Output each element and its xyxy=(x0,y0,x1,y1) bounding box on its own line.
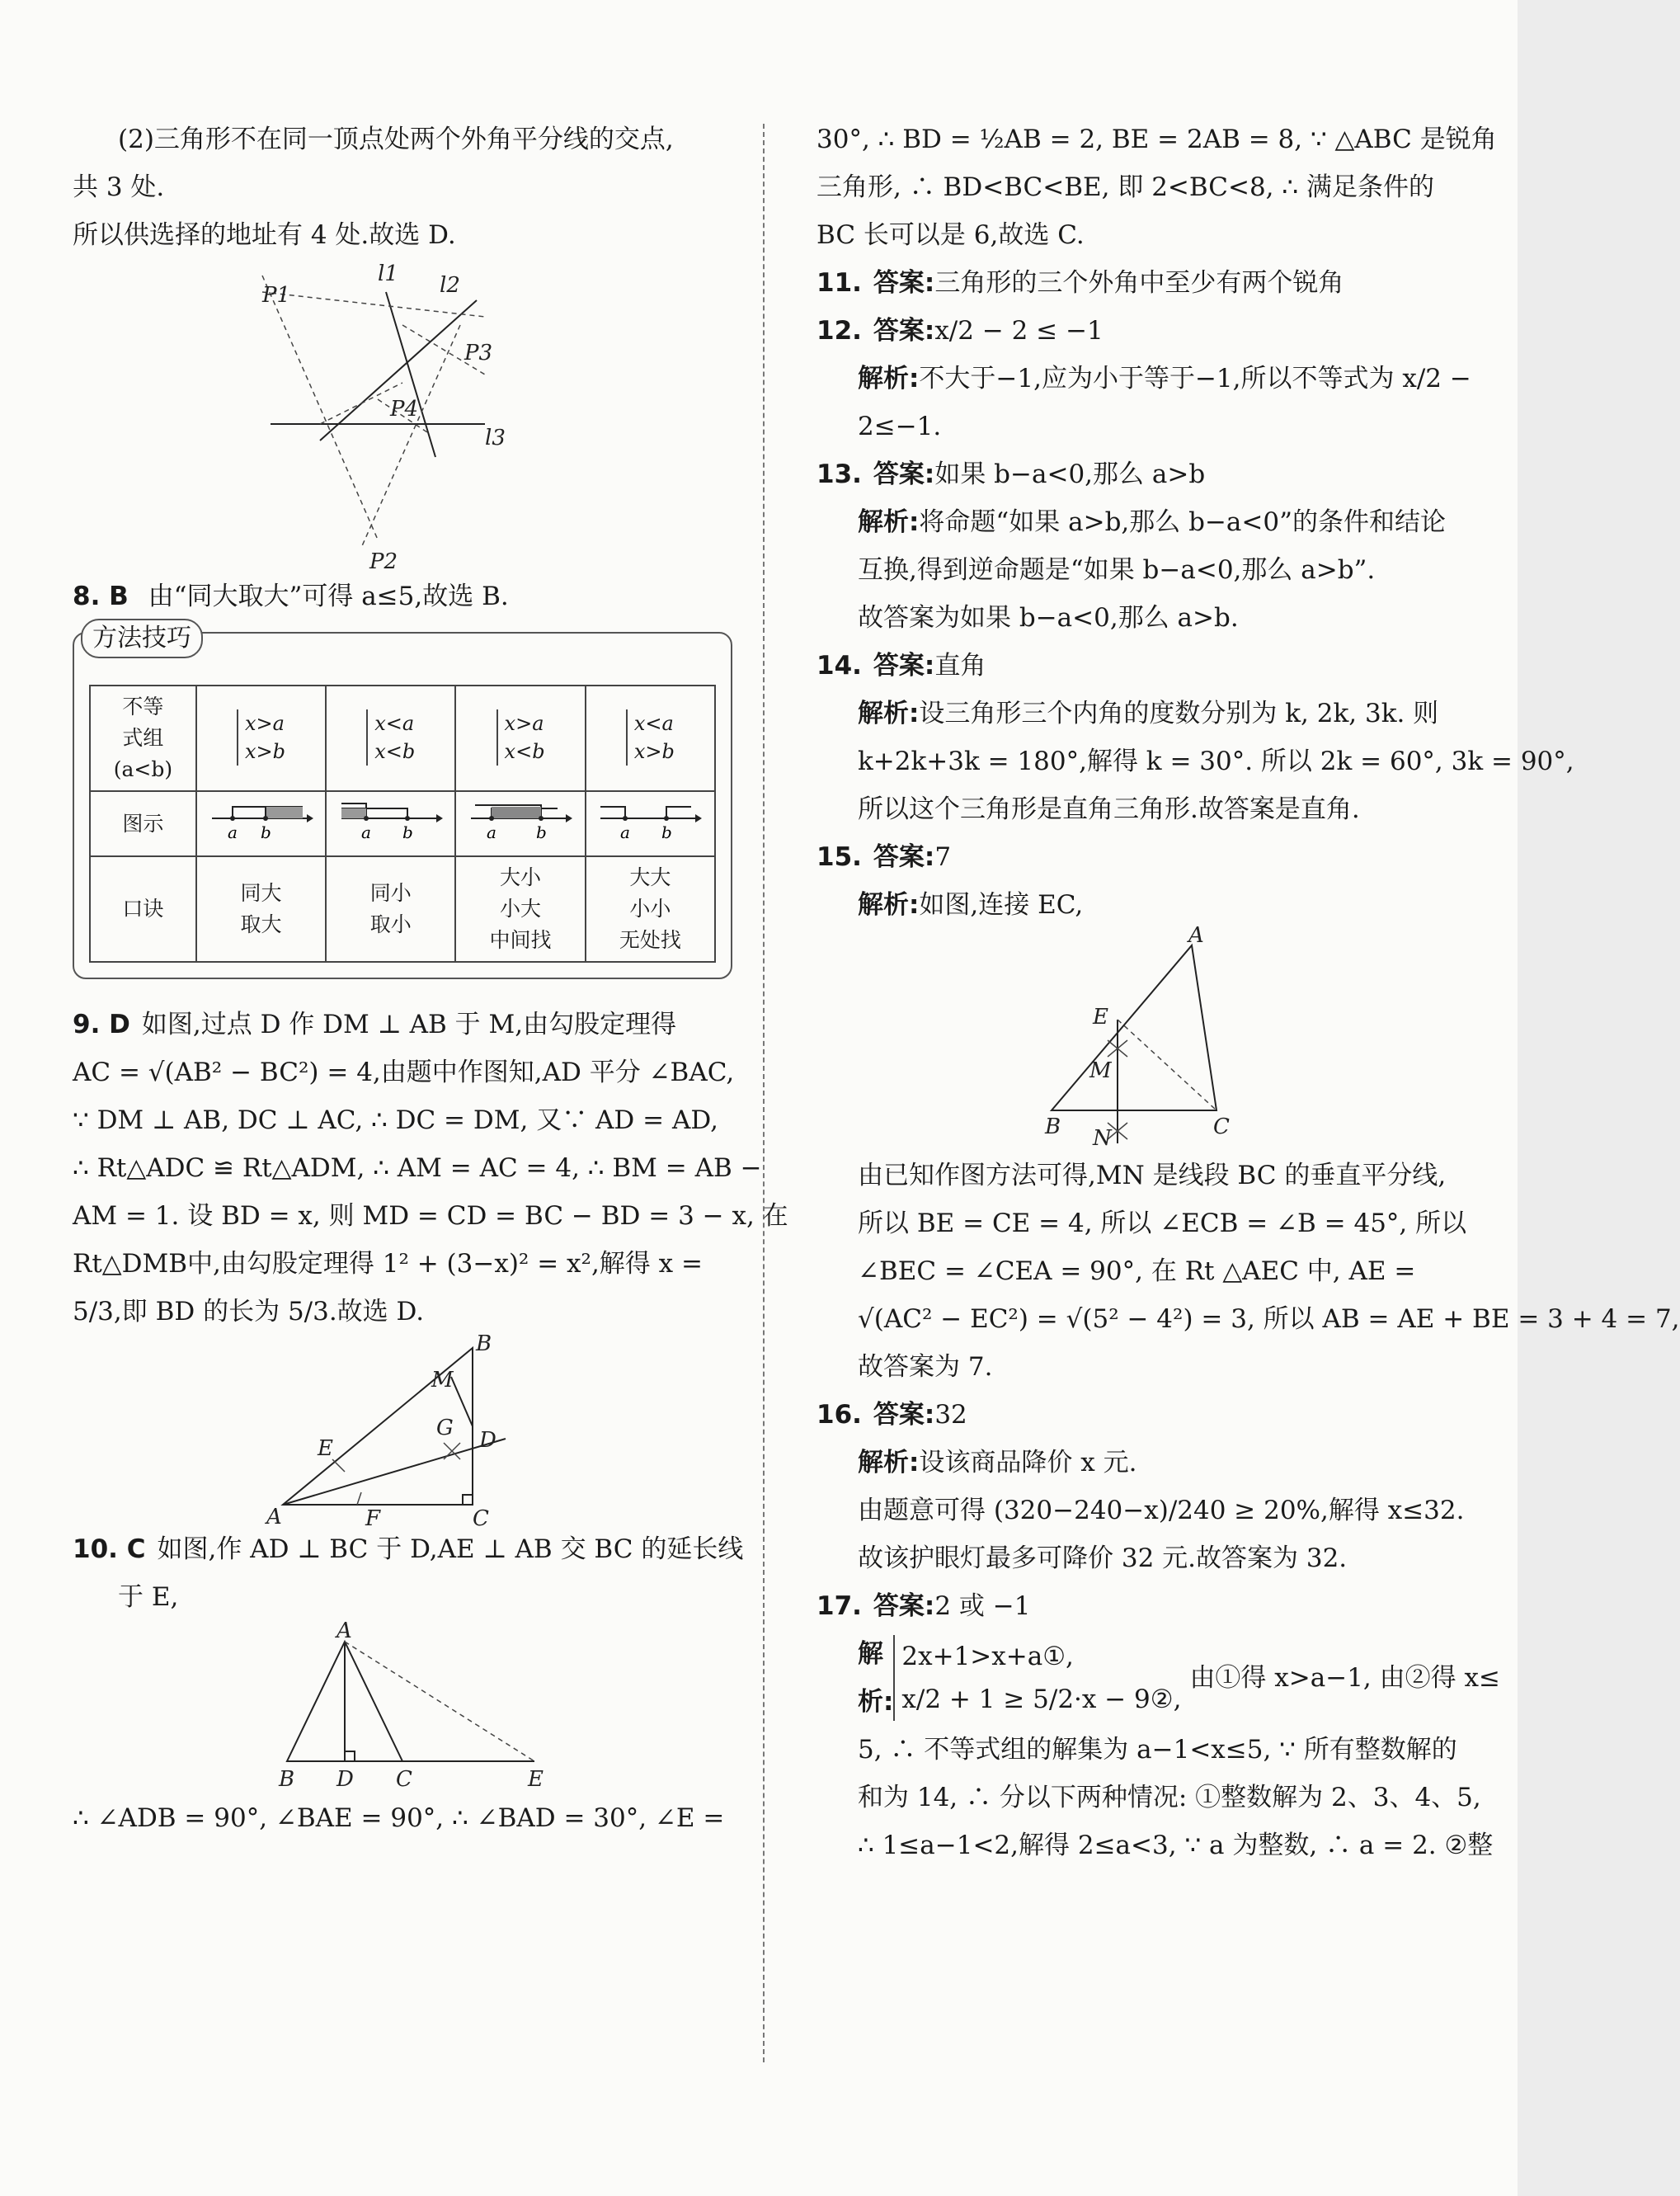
analysis-label: 解析: xyxy=(858,1448,920,1477)
text-line: 如图,过点 D 作 DM ⊥ AB 于 M,由勾股定理得 xyxy=(141,1010,677,1039)
question-8 xyxy=(73,573,732,620)
label-A: A xyxy=(1188,923,1204,948)
analysis-label: 解析: xyxy=(858,507,920,537)
text-line: 2≤−1. xyxy=(858,412,942,441)
text-line: 设该商品降价 x 元. xyxy=(919,1448,1137,1477)
answer-label: 答案: xyxy=(873,268,935,298)
label-B: B xyxy=(279,1767,295,1792)
question-9 xyxy=(73,1001,788,1336)
question-12 xyxy=(816,307,1468,355)
ineq-line: x>b xyxy=(633,740,675,763)
figure-q15 xyxy=(1027,923,1258,1152)
table-cell xyxy=(586,856,715,962)
text-line: 所以这个三角形是直角三角形.故答案是直角. xyxy=(858,794,1360,824)
question-11 xyxy=(816,259,1468,307)
label-l3: l3 xyxy=(485,426,506,450)
ineq-line: x<b xyxy=(374,740,416,763)
text-line: 故答案为 7. xyxy=(858,1352,993,1382)
label-p3: P3 xyxy=(464,341,493,365)
analysis xyxy=(816,1630,1500,1726)
table-cell xyxy=(455,686,585,791)
ineq-line: 2x+1>x+a①, xyxy=(901,1642,1074,1671)
question-number: 16. xyxy=(816,1400,862,1430)
ineq-line: x/2 + 1 ≥ 5/2·x − 9②, xyxy=(901,1685,1182,1714)
analysis-label: 解析: xyxy=(858,1639,894,1717)
label-D: D xyxy=(479,1428,496,1453)
text-line: 5, ∴ 不等式组的解集为 a−1<x≤5, ∵ 所有整数解的 xyxy=(858,1735,1457,1765)
rhyme-line: 同大 xyxy=(240,881,282,905)
inequality-system xyxy=(237,709,285,766)
text-line: ∠BEC = ∠CEA = 90°, 在 Rt △AEC 中, AE = xyxy=(858,1256,1416,1286)
number-line-diagram xyxy=(467,797,574,841)
ineq-line: x<a xyxy=(633,712,674,735)
text-line: 不大于−1,应为小于等于−1,所以不等式为 x/2 − xyxy=(919,364,1471,393)
question-number: 9. D xyxy=(73,1010,130,1039)
answer-text: 直角 xyxy=(934,651,986,681)
table-cell xyxy=(455,856,585,962)
axis-label-a: a xyxy=(620,822,631,842)
table-cell xyxy=(196,686,326,791)
rhyme-line: 无处找 xyxy=(619,928,681,952)
axis-label-b: b xyxy=(536,822,547,842)
question-17 xyxy=(816,1582,1468,1630)
label-N: N xyxy=(1093,1126,1112,1151)
answer-text: 7 xyxy=(934,842,952,872)
text-line: ∵ DM ⊥ AB, DC ⊥ AC, ∴ DC = DM, 又∵ AD = AD, xyxy=(73,1105,718,1135)
text-line: 设三角形三个内角的度数分别为 k, 2k, 3k. 则 xyxy=(919,699,1439,728)
answer-text: 32 xyxy=(934,1400,967,1430)
question-text: 由“同大取大”可得 a≤5,故选 B. xyxy=(148,582,509,611)
label-B: B xyxy=(476,1331,492,1356)
analysis-label: 解析: xyxy=(858,890,920,920)
label-E: E xyxy=(1093,1005,1108,1030)
text-line: AC = √(AB² − BC²) = 4,由题中作图知,AD 平分 ∠BAC, xyxy=(73,1058,735,1087)
question-number: 11. xyxy=(816,268,862,298)
table-row xyxy=(90,856,715,962)
text-line: AM = 1. 设 BD = x, 则 MD = CD = BC − BD = 3 − x, 在 xyxy=(73,1201,788,1231)
text-line: BC 长可以是 6,故选 C. xyxy=(816,220,1085,250)
question-number: 14. xyxy=(816,651,862,681)
inequality-system xyxy=(893,1635,1181,1721)
label-M: M xyxy=(1089,1058,1112,1083)
text-line: Rt△DMB中,由勾股定理得 1² + (3−x)² = x²,解得 x = xyxy=(73,1249,703,1279)
question-number: 8. B xyxy=(73,582,129,611)
question-number: 12. xyxy=(816,316,862,346)
label-A: A xyxy=(336,1619,352,1643)
rhyme-line: 小大 xyxy=(500,897,542,921)
text-line: 所以 BE = CE = 4, 所以 ∠ECB = ∠B = 45°, 所以 xyxy=(858,1209,1467,1238)
ineq-line: x>a xyxy=(244,712,285,735)
text-line: k+2k+3k = 180°,解得 k = 30°. 所以 2k = 60°, 3k = 90°, xyxy=(858,747,1574,776)
analysis-label: 解析: xyxy=(858,699,920,728)
number-line-cell xyxy=(455,791,585,856)
label-G: G xyxy=(436,1416,454,1440)
label-E: E xyxy=(318,1436,333,1461)
number-line-cell xyxy=(196,791,326,856)
answer-text: 三角形的三个外角中至少有两个锐角 xyxy=(934,268,1344,298)
analysis xyxy=(816,690,1468,737)
question-14 xyxy=(816,642,1468,690)
answer-label: 答案: xyxy=(873,1400,935,1430)
number-line-cell xyxy=(326,791,455,856)
text-line: 5/3,即 BD 的长为 5/3.故选 D. xyxy=(73,1297,425,1327)
ineq-line: x<b xyxy=(504,740,545,763)
number-line-diagram xyxy=(337,797,445,841)
figure-q10 xyxy=(254,1621,551,1794)
text-line: ∴ 1≤a−1<2,解得 2≤a<3, ∵ a 为整数, ∴ a = 2. ②整 xyxy=(858,1831,1494,1860)
answer-text: 2 或 −1 xyxy=(934,1591,1031,1621)
text-line: 故答案为如果 b−a<0,那么 a>b. xyxy=(858,603,1239,633)
question-number: 10. C xyxy=(73,1534,146,1564)
right-column xyxy=(816,115,1680,1869)
text-line: ∴ Rt△ADC ≌ Rt△ADM, ∴ AM = AC = 4, ∴ BM = AB − xyxy=(73,1153,762,1183)
label-l2: l2 xyxy=(440,273,460,298)
question-number: 13. xyxy=(816,459,862,489)
text-line: 共 3 处. xyxy=(73,172,165,202)
text-line: 如图,作 AD ⊥ BC 于 D,AE ⊥ AB 交 BC 的延长线 xyxy=(157,1534,744,1564)
header-line: 不等 xyxy=(122,695,164,719)
text-line: 如图,连接 EC, xyxy=(919,890,1084,920)
text-line: 三角形, ∴ BD<BC<BE, 即 2<BC<8, ∴ 满足条件的 xyxy=(816,172,1434,202)
number-line-diagram xyxy=(208,797,315,841)
answer-label: 答案: xyxy=(873,842,935,872)
label-D: D xyxy=(336,1767,354,1792)
question-15 xyxy=(816,833,1468,881)
question-10 xyxy=(73,1525,744,1621)
question-16 xyxy=(816,1391,1468,1439)
table-cell xyxy=(196,856,326,962)
rhyme-line: 同小 xyxy=(369,881,412,905)
axis-label-a: a xyxy=(487,822,496,842)
method-tips-box xyxy=(73,624,732,979)
table-cell xyxy=(586,686,715,791)
number-line-cell xyxy=(586,791,715,856)
axis-label-a: a xyxy=(360,822,371,842)
label-p2: P2 xyxy=(369,549,398,574)
label-B: B xyxy=(1045,1114,1061,1139)
table-header-cell xyxy=(90,686,196,791)
analysis xyxy=(816,881,1468,929)
table-header-cell: 图示 xyxy=(90,791,196,856)
rhyme-line: 取小 xyxy=(369,912,412,936)
number-line-diagram xyxy=(596,797,704,841)
analysis-label: 解析: xyxy=(858,364,920,393)
table-row xyxy=(90,686,715,791)
header-line: (a<b) xyxy=(113,757,173,781)
label-p4: P4 xyxy=(390,397,419,422)
rhyme-line: 大大 xyxy=(629,865,671,889)
rhyme-line: 中间找 xyxy=(489,928,552,952)
analysis xyxy=(816,355,1471,403)
text-line: 所以供选择的地址有 4 处.故选 D. xyxy=(73,220,456,250)
question-number: 17. xyxy=(816,1591,862,1621)
answer-label: 答案: xyxy=(873,316,935,346)
label-C: C xyxy=(1213,1114,1230,1139)
figure-q9 xyxy=(266,1331,539,1531)
rhyme-line: 取大 xyxy=(240,912,282,936)
label-A: A xyxy=(266,1505,282,1529)
inequality-system xyxy=(496,709,545,766)
rhyme-line: 小小 xyxy=(629,897,671,921)
text-line: 由题意可得 (320−240−x)/240 ≥ 20%,解得 x≤32. xyxy=(858,1496,1465,1525)
text-line: 由已知作图方法可得,MN 是线段 BC 的垂直平分线, xyxy=(858,1161,1447,1190)
label-C: C xyxy=(396,1767,412,1792)
text-line: (2)三角形不在同一顶点处两个外角平分线的交点, xyxy=(118,125,674,154)
left-column xyxy=(73,115,788,1842)
question-number: 15. xyxy=(816,842,862,872)
text-line: 于 E, xyxy=(118,1582,179,1612)
answer-label: 答案: xyxy=(873,1591,935,1621)
table-cell xyxy=(326,856,455,962)
answer-label: 答案: xyxy=(873,651,935,681)
ineq-line: x<a xyxy=(374,712,415,735)
answer-text: 如果 b−a<0,那么 a>b xyxy=(934,459,1206,489)
text-line: 故该护眼灯最多可降价 32 元.故答案为 32. xyxy=(858,1543,1348,1573)
method-table xyxy=(89,685,716,963)
text-line: 将命题“如果 a>b,那么 b−a<0”的条件和结论 xyxy=(919,507,1446,537)
axis-label-b: b xyxy=(260,822,271,842)
label-p1: P1 xyxy=(262,283,291,308)
ineq-line: x>a xyxy=(504,712,544,735)
figure-q7 xyxy=(262,259,543,573)
rhyme-line: 大小 xyxy=(500,865,542,889)
text-line: ∴ ∠ADB = 90°, ∠BAE = 90°, ∴ ∠BAD = 30°, ∠E = xyxy=(73,1803,725,1833)
header-line: 式组 xyxy=(122,726,164,750)
table-row xyxy=(90,791,715,856)
column-divider xyxy=(763,124,765,2062)
text-line: 和为 14, ∴ 分以下两种情况: ①整数解为 2、3、4、5, xyxy=(858,1783,1481,1812)
ineq-line: x>b xyxy=(244,740,285,763)
text-line: 由①得 x>a−1, 由②得 x≤ xyxy=(1189,1663,1500,1693)
axis-label-a: a xyxy=(227,822,238,842)
text-line: √(AC² − EC²) = √(5² − 4²) = 3, 所以 AB = AE + BE = 3 + 4 = 7, xyxy=(858,1304,1680,1334)
label-F: F xyxy=(365,1506,381,1531)
inequality-system xyxy=(366,709,415,766)
label-M: M xyxy=(431,1368,454,1393)
table-cell xyxy=(326,686,455,791)
label-C: C xyxy=(473,1506,489,1531)
analysis xyxy=(816,1439,1468,1487)
label-E: E xyxy=(528,1767,544,1792)
text-line: 互换,得到逆命题是“如果 b−a<0,那么 a>b”. xyxy=(858,555,1376,585)
question-13 xyxy=(816,450,1468,498)
analysis xyxy=(816,498,1468,546)
axis-label-b: b xyxy=(402,822,413,842)
answer-text: x/2 − 2 ≤ −1 xyxy=(934,316,1104,346)
text-line: 30°, ∴ BD = ½AB = 2, BE = 2AB = 8, ∵ △ABC 是锐角 xyxy=(816,125,1497,154)
table-header-cell: 口诀 xyxy=(90,856,196,962)
label-l1: l1 xyxy=(378,262,398,286)
inequality-system xyxy=(626,709,675,766)
axis-label-b: b xyxy=(661,822,673,842)
answer-label: 答案: xyxy=(873,459,935,489)
method-tips-tag: 方法技巧 xyxy=(81,619,203,658)
